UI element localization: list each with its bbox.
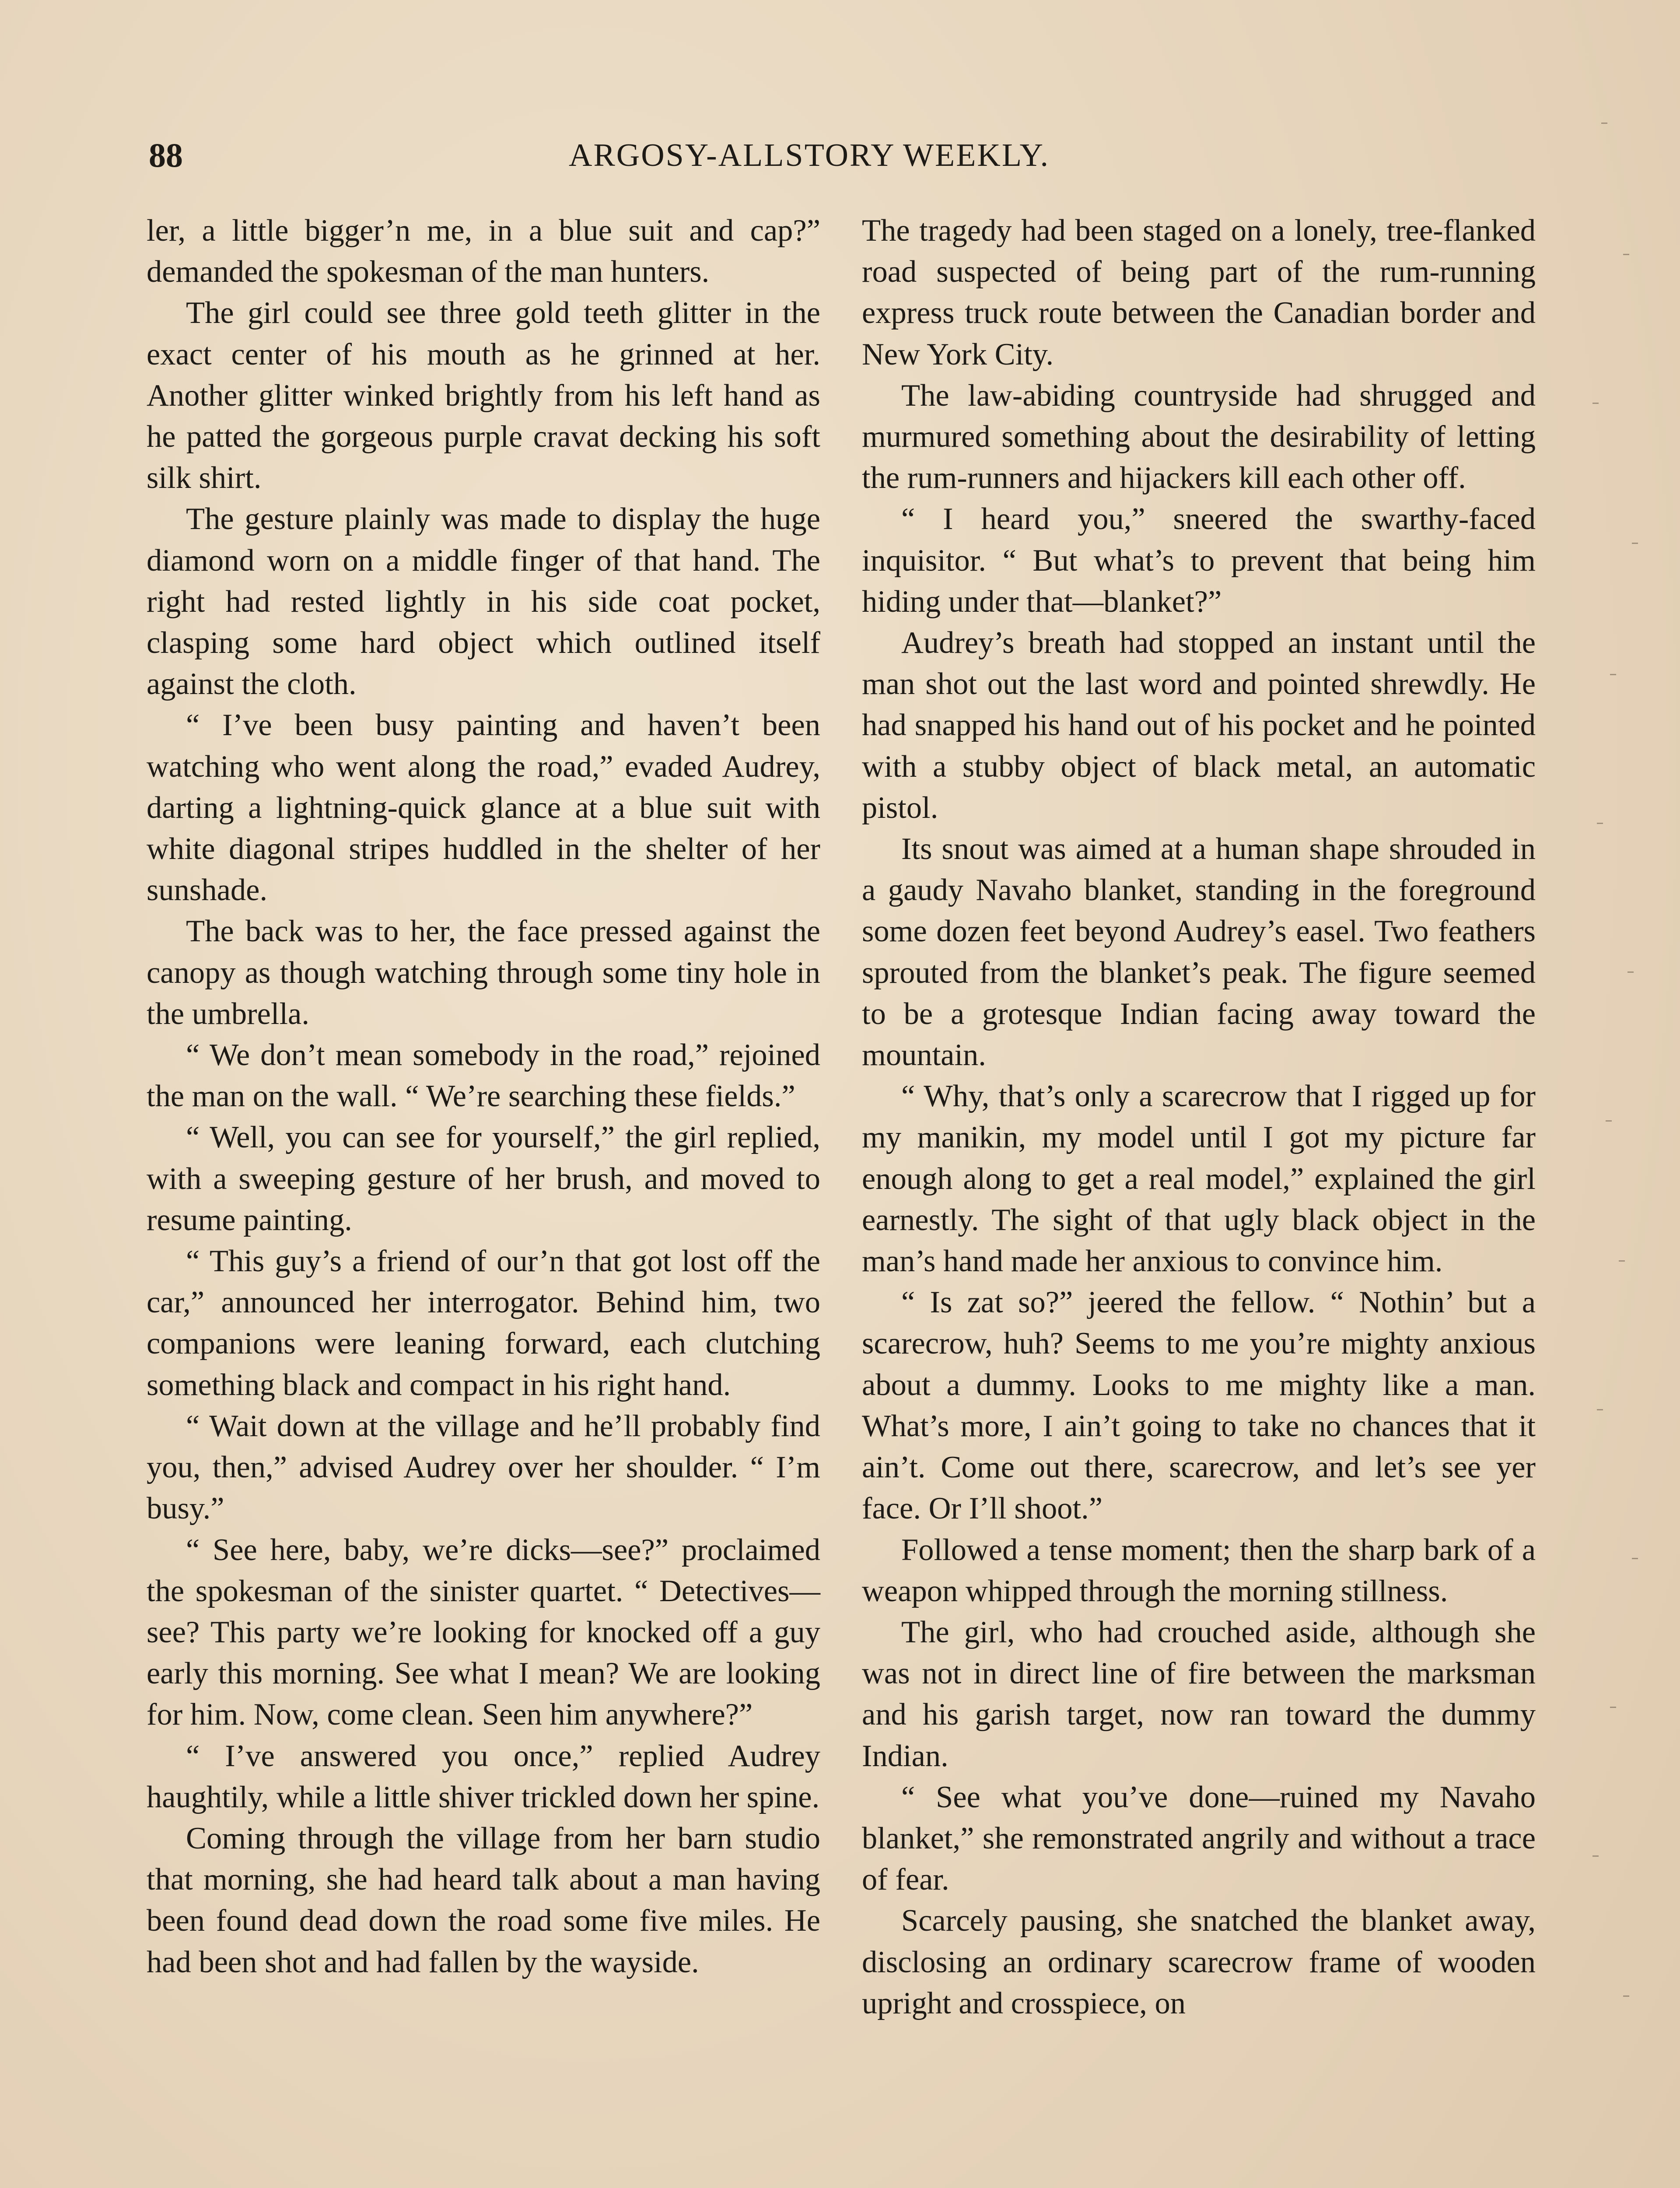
margin-print-marks [1584,70,1662,2083]
paragraph: The gesture plainly was made to display the huge diamond worn on a middle finger of that hand. The right had rested lightly in his side coat pocket, clasping some hard object which outlined itself against the cloth. [147,502,820,701]
paragraph: “ See what you’ve done—ruined my Navaho blanket,” she remonstrated angrily and without a trace of fear. [862,1780,1536,1897]
paragraph: “ I heard you,” sneered the swarthy-faced inquisitor. “ But what’s to prevent that being him hiding under that—blanket?” [862,502,1536,619]
right-column [862,210,1536,2024]
paragraph: “ Why, that’s only a scarecrow that I rigged up for my manikin, my model until I got my picture far enough along to get a real model,” explained the girl earnestly. The sight of that ugly black object in the man’s hand made her anxious to convince him. [862,1079,1536,1279]
paragraph: “ We don’t mean somebody in the road,” rejoined the man on the wall. “ We’re searching these fields.” [147,1038,820,1114]
paragraph: “ Wait down at the village and he’ll probably find you, then,” advised Audrey over her shoulder. “ I’m busy.” [147,1409,820,1526]
page-number: 88 [149,136,183,174]
paragraph: The tragedy had been staged on a lonely, tree-flanked road suspected of being part of the rum-running express truck route between the Canadian border and New York City. [862,214,1536,372]
paragraph: The law-abiding countryside had shrugged and murmured something about the desirability of letting the rum-runners and hijackers kill each other off. [862,378,1536,495]
paragraph: The girl could see three gold teeth glitter in the exact center of his mouth as he grinned at her. Another glitter winked brightly from his left hand as he patted the gorgeous purple cravat decking his soft silk shirt. [147,296,820,495]
left-column [147,210,820,1983]
paragraph: Audrey’s breath had stopped an instant until the man shot out the last word and pointed shrewdly. He had snapped his hand out of his pocket and he pointed with a stubby object of black metal, an automatic pistol. [862,626,1536,825]
paragraph: “ Well, you can see for yourself,” the girl replied, with a sweeping gesture of her brush, and moved to resume painting. [147,1120,820,1237]
paragraph: The girl, who had crouched aside, although she was not in direct line of fire between the marksman and his garish target, now ran toward the dummy Indian. [862,1615,1536,1773]
page-header [149,131,1234,179]
paragraph: ler, a little bigger’n me, in a blue suit and cap?” demanded the spokesman of the man hunters. [147,214,820,289]
paragraph: “ See here, baby, we’re dicks—see?” proclaimed the spokesman of the sinister quartet. “ Detectives—see? This party we’re looking for knocked off a guy early this morning. See what I mean? We are looking for him. Now, come clean. Seen him anywhere?” [147,1532,820,1732]
paragraph: Coming through the village from her barn studio that morning, she had heard talk about a man having been found dead down the road some five miles. He had been shot and had fallen by the wayside. [147,1821,820,1979]
paragraph: Followed a tense moment; then the sharp bark of a weapon whipped through the morning stillness. [862,1532,1536,1608]
paragraph: “ I’ve been busy painting and haven’t been watching who went along the road,” evaded Audrey, darting a lightning-quick glance at a blue suit with white diagonal stripes huddled in the shelter of her sunshade. [147,708,820,908]
paragraph: Scarcely pausing, she snatched the blanket away, disclosing an ordinary scarecrow frame of wooden upright and crosspiece, on [862,1904,1536,2020]
paragraph: “ This guy’s a friend of our’n that got lost off the car,” announced her interrogator. Behind him, two companions were leaning forward, each clutching something black and compact in his right hand. [147,1244,820,1402]
paragraph: “ Is zat so?” jeered the fellow. “ Nothin’ but a scarecrow, huh? Seems to me you’re mighty anxious about a dummy. Looks to me mighty like a man. What’s more, I ain’t going to take no chances that it ain’t. Come out there, scarecrow, and let’s see yer face. Or I’ll shoot.” [862,1285,1536,1526]
running-title: ARGOSY-ALLSTORY WEEKLY. [569,137,1050,173]
paragraph: “ I’ve answered you once,” replied Audrey haughtily, while a little shiver trickled down her spine. [147,1739,820,1814]
paragraph: Its snout was aimed at a human shape shrouded in a gaudy Navaho blanket, standing in the foreground some dozen feet beyond Audrey’s easel. Two feathers sprouted from the blanket’s peak. The figure seemed to be a grotesque Indian facing away toward the mountain. [862,832,1536,1073]
paragraph: The back was to her, the face pressed against the canopy as though watching through some tiny hole in the umbrella. [147,914,820,1031]
